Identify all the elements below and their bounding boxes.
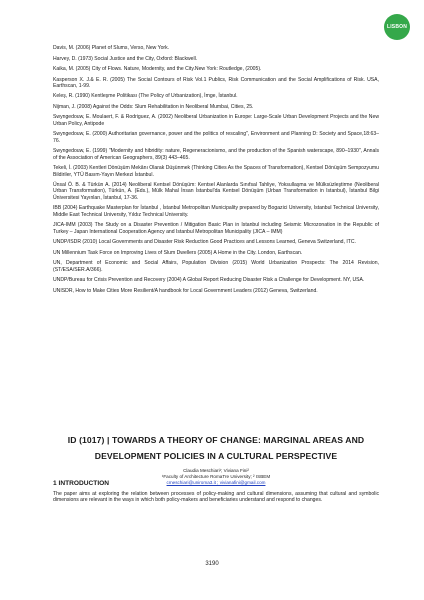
- author-affiliations: ¹Faculty of Architecture RomaTre University; ² ISBEM: [161, 473, 271, 479]
- paper-title-line-2: DEVELOPMENT POLICIES IN A CULTURAL PERSPECTIVE: [94, 451, 338, 461]
- author-emails[interactable]: cmeschiari@uniroma3.it ; vivianafini@gmail.com: [166, 479, 266, 485]
- conference-logo: [384, 14, 410, 40]
- reference-item: Ünsal Ö. B. & Türkün A. (2014) Neoliberal Kentsel Dönüşüm: Kentsel Alanlarda Sınıfsal Tahliye, Yoksullaşma ve Mülksüzleştirme (Neoliberal Urban Transformation), Türkün, A. (Eds.), Mülk Mahal İnsan İstanbul'da Kentsel Dönüşüm (Urban Transformation in Istanbul), İstanbul Bilgi Üniversitesi Yayınları, İstanbul, 17-36.: [53, 182, 379, 201]
- introduction-paragraph: The paper aims at exploring the relation between processes of policy-making and cultural dimensions, assuming that cultural and symbolic dimensions are relevant in the ways in which both policy-makers and beneficiaries understand and respond to changes.: [53, 491, 379, 504]
- reference-item: Swyngedouw, E. (2000) Authoritarian governance, power and the politics of rescaling", Environment and Planning D: Society and Space,18:63–76.: [53, 131, 379, 144]
- page-number: 3190: [205, 561, 219, 567]
- reference-item: Harvey, D. (1973) Social Justice and the City, Oxford: Blackwell.: [53, 55, 198, 62]
- reference-item: Tekeli, İ. (2003) Kentleri Dönüşüm Mekânı Olarak Düşünmek (Thinking Cities As the Spaces of Transformation), Kentsel Dönüşüm Sempozyumu Bildiriler, YTÜ Basım-Yayın Merkezi İstanbul.: [53, 165, 379, 178]
- paper-header: [53, 432, 379, 485]
- logo-text: LISBON: [386, 24, 408, 30]
- author-names: Claudia Meschiari¹; Viviana Fini²: [183, 468, 249, 473]
- reference-item: UN, Department of Economic and Social Affairs, Population Division (2015) World Urbanization Prospects: The 2014 Revision, (ST/ESA/SER.A/366).: [53, 260, 379, 273]
- reference-item: Kaika, M. (2005) City of Flows. Nature, Modernity, and the City.New York: Routledge, (2005).: [53, 66, 262, 72]
- reference-item: Swyngedouw, E. (1999) "Modernity and hibridity: nature, Regeneracionismo, and the production of the Spanish waterscape, 890–1930", Annals of the Association of American Geographers, 89(3) 443–465.: [53, 148, 379, 161]
- reference-item: Nijman, J. (2008) Against the Odds: Slum Rehabilitation in Neoliberal Mumbai, Cities, 25.: [53, 103, 254, 110]
- reference-item: UNISDR, How to Make Cities More Resilient/A handbook for Local Government Leaders (2012) Geneva, Switzerland.: [53, 287, 318, 294]
- reference-item: Kasperson X. J.& E. R. (2005) The Social Contours of Risk Vol.1 Publics, Risk Communication and the Social Amplifications of Risk. USA, Earthscan, 1-99.: [53, 76, 379, 89]
- reference-item: Keleş, R. (1990) Kentleşme Politikası (The Policy of Urbanization), İmge, İstanbul.: [53, 93, 238, 100]
- reference-item: UNDP/ISDR (2010) Local Governments and Disaster Risk Reduction Good Practices and Lessons Learned, Geneva Switzerland, ITC.: [53, 239, 356, 246]
- paper-title-line-1: ID (1017) | TOWARDS A THEORY OF CHANGE: MARGINAL AREAS AND: [67, 435, 365, 445]
- reference-item: Davis, M. (2006) Planet of Slums, Verso, New York.: [53, 45, 170, 51]
- reference-item: IBB (2004) Earthquake Masterplan for İstanbul , İstanbul Metropolitan Municipality prepared by Bogazici University, Istanbul Technical University, Middle East Technical University, Yıldız Technical University.: [53, 205, 379, 218]
- reference-item: UNDP/Bureau for Crisis Prevention and Recovery (2004) A Global Report Reducing Disaster Risk a Challenge for Development. NY, USA.: [53, 277, 365, 284]
- reference-item: JICA-IMM (2003) The Study on a Disaster Prevention / Mitigation Basic Plan in Istanbul including Seismic Microzonation in the Republic of Turkey – Japan International Cooperation Agency and Istanbul Metropolitan Municipality (JICA – IMM): [53, 222, 379, 235]
- reference-item: Swyngedouw, E. Moulaert, F. & Rodriguez, A. (2002) Neoliberal Urbanization in Europe: Large-Scale Urban Development Projects and the New Urban Policy, Antipode: [53, 114, 379, 127]
- section-heading: 1 INTRODUCTION: [53, 480, 110, 487]
- paper-title: [53, 432, 379, 464]
- references-list: [53, 45, 379, 298]
- reference-item: UN Millennium Task Force on Improving Lives of Slum Dwellers (2005) A Home in the City. London, Earthscan.: [53, 249, 303, 256]
